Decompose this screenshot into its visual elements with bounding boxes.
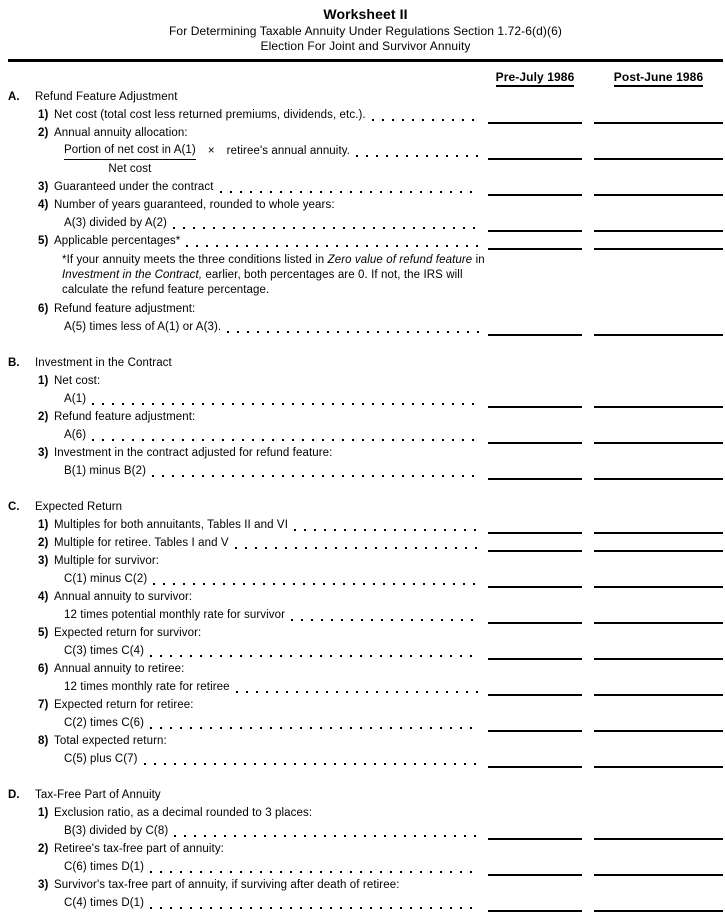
sub-expression-label: 12 times potential monthly rate for survivor [64, 609, 286, 621]
worksheet-item-row [8, 444, 723, 462]
section-letter: C. [8, 501, 20, 513]
column-header-post-june [594, 70, 723, 84]
section-header [8, 786, 723, 804]
section-header [8, 498, 723, 516]
sub-expression-label: C(6) times D(1) [64, 861, 145, 873]
entry-line-post-june-1986[interactable] [594, 678, 723, 696]
worksheet-sub-row [8, 570, 723, 588]
entry-line-pre-july-1986[interactable] [488, 678, 582, 696]
worksheet-sub-row [8, 462, 723, 480]
header-rule [8, 59, 723, 62]
item-number: 1) [38, 109, 49, 121]
section-title: Expected Return [35, 501, 123, 513]
item-number: 4) [38, 591, 49, 603]
sub-expression-label: A(6) [64, 429, 87, 441]
dot-leader [220, 191, 480, 193]
item-label: Expected return for retiree: [54, 699, 194, 711]
item-label: Net cost (total cost less returned premiums, dividends, etc.). [54, 109, 366, 121]
entry-line-post-june-1986[interactable] [594, 822, 723, 840]
worksheet-item-row [8, 232, 723, 250]
item-label: Refund feature adjustment: [54, 303, 196, 315]
entry-line-post-june-1986[interactable] [594, 516, 723, 534]
entry-line-pre-july-1986[interactable] [488, 178, 582, 196]
worksheet-item-row [8, 408, 723, 426]
entry-line-pre-july-1986[interactable] [488, 516, 582, 534]
item-number: 2) [38, 843, 49, 855]
item-label: Exclusion ratio, as a decimal rounded to 3 places: [54, 807, 313, 819]
entry-line-post-june-1986[interactable] [594, 390, 723, 408]
item-number: 5) [38, 627, 49, 639]
item-label: Refund feature adjustment: [54, 411, 196, 423]
sub-expression-label: A(1) [64, 393, 87, 405]
entry-line-post-june-1986[interactable] [594, 570, 723, 588]
item-label: Total expected return: [54, 735, 167, 747]
item-label: Retiree's tax-free part of annuity: [54, 843, 224, 855]
item-number: 6) [38, 303, 49, 315]
worksheet-sub-row [8, 426, 723, 444]
entry-line-post-june-1986[interactable] [594, 142, 723, 160]
item-number: 5) [38, 235, 49, 247]
footnote-italic-text: Zero value of refund feature [327, 254, 473, 266]
worksheet-item-row [8, 588, 723, 606]
worksheet-item-row [8, 178, 723, 196]
section-header [8, 88, 723, 106]
fraction-numerator: Portion of net cost in A(1) [64, 142, 196, 160]
worksheet-item-row [8, 300, 723, 318]
sub-expression-label: C(3) times C(4) [64, 645, 145, 657]
dot-leader [372, 119, 480, 121]
sub-expression-label: C(1) minus C(2) [64, 573, 148, 585]
sub-expression-label: B(3) divided by C(8) [64, 825, 169, 837]
item-number: 3) [38, 181, 49, 193]
worksheet-item-row [8, 516, 723, 534]
worksheet-item-row [8, 696, 723, 714]
entry-line-post-june-1986[interactable] [594, 178, 723, 196]
entry-line-pre-july-1986[interactable] [488, 750, 582, 768]
entry-line-pre-july-1986[interactable] [488, 606, 582, 624]
dot-leader [153, 583, 480, 585]
footnote-line [62, 283, 486, 298]
footnote-line [62, 268, 486, 283]
entry-line-pre-july-1986[interactable] [488, 390, 582, 408]
dot-leader [152, 475, 480, 477]
worksheet-sub-row [8, 390, 723, 408]
footnote-text: in [472, 254, 485, 266]
dot-leader [150, 727, 480, 729]
section-b [8, 354, 723, 480]
section-c [8, 498, 723, 768]
worksheet-sub-row [8, 822, 723, 840]
worksheet-sub-row [8, 214, 723, 232]
entry-line-pre-july-1986[interactable] [488, 142, 582, 160]
section-letter: D. [8, 789, 20, 801]
entry-line-post-june-1986[interactable] [594, 642, 723, 660]
fraction-row [8, 142, 723, 178]
sub-expression-label: A(5) times less of A(1) or A(3). [64, 321, 222, 333]
dot-leader [236, 691, 480, 693]
item-label: Net cost: [54, 375, 101, 387]
worksheet-sub-row [8, 318, 723, 336]
entry-line-post-june-1986[interactable] [594, 534, 723, 552]
item-label: Guaranteed under the contract [54, 181, 214, 193]
dot-leader [144, 763, 480, 765]
item-label: Number of years guaranteed, rounded to whole years: [54, 199, 335, 211]
item-number: 2) [38, 537, 49, 549]
entry-line-pre-july-1986[interactable] [488, 858, 582, 876]
entry-line-post-june-1986[interactable] [594, 318, 723, 336]
footnote-italic-text: Investment in the Contract, [62, 269, 203, 281]
section-title: Tax-Free Part of Annuity [35, 789, 161, 801]
dot-leader [150, 907, 480, 909]
column-headers [8, 67, 723, 84]
entry-line-pre-july-1986[interactable] [488, 426, 582, 444]
dot-leader [291, 619, 480, 621]
worksheet-sub-row [8, 714, 723, 732]
entry-line-pre-july-1986[interactable] [488, 232, 582, 250]
worksheet-item-row [8, 624, 723, 642]
worksheet-item-row [8, 840, 723, 858]
entry-line-pre-july-1986[interactable] [488, 642, 582, 660]
item-number: 3) [38, 879, 49, 891]
item-label: Multiple for survivor: [54, 555, 160, 567]
multiply-sign: × [207, 145, 215, 157]
item-number: 7) [38, 699, 49, 711]
item-label: Annual annuity to survivor: [54, 591, 193, 603]
sub-expression-label: B(1) minus B(2) [64, 465, 147, 477]
item-label: Multiple for retiree. Tables I and V [54, 537, 229, 549]
worksheet-item-row [8, 876, 723, 894]
dot-leader [174, 835, 480, 837]
item-number: 3) [38, 555, 49, 567]
section-header [8, 354, 723, 372]
dot-leader [235, 547, 480, 549]
item-number: 3) [38, 447, 49, 459]
item-number: 1) [38, 519, 49, 531]
section-letter: B. [8, 357, 20, 369]
worksheet-body [8, 88, 723, 912]
entry-line-post-june-1986[interactable] [594, 462, 723, 480]
item-label: Applicable percentages* [54, 235, 181, 247]
entry-line-pre-july-1986[interactable] [488, 214, 582, 232]
entry-line-post-june-1986[interactable] [594, 714, 723, 732]
worksheet-sub-row [8, 750, 723, 768]
entry-line-pre-july-1986[interactable] [488, 714, 582, 732]
entry-line-post-june-1986[interactable] [594, 426, 723, 444]
column-header-post-june-text: Post-June 1986 [614, 70, 703, 87]
page-title: Worksheet II [323, 6, 408, 22]
entry-line-pre-july-1986[interactable] [488, 822, 582, 840]
worksheet-item-row [8, 660, 723, 678]
entry-line-post-june-1986[interactable] [594, 106, 723, 124]
item-number: 1) [38, 807, 49, 819]
worksheet-item-row [8, 372, 723, 390]
dot-leader [356, 155, 480, 157]
item-label: Expected return for survivor: [54, 627, 202, 639]
item-label: Annual annuity allocation: [54, 127, 188, 139]
dot-leader [92, 403, 480, 405]
item-number: 6) [38, 663, 49, 675]
subtitle-line2: Election For Joint and Survivor Annuity [260, 39, 471, 53]
footnote-line [62, 253, 486, 268]
item-number: 8) [38, 735, 49, 747]
footnote [8, 253, 486, 298]
column-header-pre-july-text: Pre-July 1986 [496, 70, 575, 87]
section-title: Refund Feature Adjustment [35, 91, 178, 103]
item-number: 2) [38, 127, 49, 139]
entry-line-post-june-1986[interactable] [594, 232, 723, 250]
entry-line-post-june-1986[interactable] [594, 858, 723, 876]
entry-line-pre-july-1986[interactable] [488, 894, 582, 912]
sub-expression-label: C(4) times D(1) [64, 897, 145, 909]
entry-line-pre-july-1986[interactable] [488, 570, 582, 588]
worksheet-item-row [8, 552, 723, 570]
item-label: Survivor's tax-free part of annuity, if surviving after death of retiree: [54, 879, 400, 891]
entry-line-post-june-1986[interactable] [594, 894, 723, 912]
worksheet-item-row [8, 534, 723, 552]
footnote-text: *If your annuity meets the three conditions listed in [62, 254, 328, 266]
worksheet-sub-row [8, 678, 723, 696]
sub-expression-label: A(3) divided by A(2) [64, 217, 167, 229]
section-a [8, 88, 723, 336]
dot-leader [294, 529, 480, 531]
item-label: Investment in the contract adjusted for refund feature: [54, 447, 333, 459]
item-number: 2) [38, 411, 49, 423]
fraction [64, 142, 196, 178]
entry-line-pre-july-1986[interactable] [488, 318, 582, 336]
section-title: Investment in the Contract [35, 357, 172, 369]
item-label: Multiples for both annuitants, Tables II and VI [54, 519, 288, 531]
footnote-text: calculate the refund feature percentage. [62, 284, 270, 296]
entry-line-post-june-1986[interactable] [594, 214, 723, 232]
sub-expression-label: 12 times monthly rate for retiree [64, 681, 230, 693]
worksheet-item-row [8, 804, 723, 822]
section-letter: A. [8, 91, 20, 103]
fraction-multiplicand: retiree's annual annuity. [226, 145, 351, 157]
footnote-text: earlier, both percentages are 0. If not, the IRS will [202, 269, 463, 281]
item-number: 1) [38, 375, 49, 387]
worksheet-sub-row [8, 858, 723, 876]
entry-line-pre-july-1986[interactable] [488, 106, 582, 124]
entry-line-pre-july-1986[interactable] [488, 534, 582, 552]
section-d [8, 786, 723, 912]
dot-leader [186, 245, 480, 247]
dot-leader [92, 439, 480, 441]
subtitle-line1: For Determining Taxable Annuity Under Regulations Section 1.72-6(d)(6) [169, 24, 562, 38]
dot-leader [150, 871, 480, 873]
item-label: Annual annuity to retiree: [54, 663, 185, 675]
item-number: 4) [38, 199, 49, 211]
dot-leader [150, 655, 480, 657]
worksheet-item-row [8, 106, 723, 124]
worksheet-sub-row [8, 642, 723, 660]
entry-line-pre-july-1986[interactable] [488, 462, 582, 480]
entry-line-post-june-1986[interactable] [594, 750, 723, 768]
worksheet-item-row [8, 732, 723, 750]
fraction-denominator: Net cost [108, 163, 152, 175]
entry-line-post-june-1986[interactable] [594, 606, 723, 624]
sub-expression-label: C(2) times C(6) [64, 717, 145, 729]
worksheet-item-row [8, 124, 723, 142]
dot-leader [173, 227, 480, 229]
worksheet-sub-row [8, 606, 723, 624]
sub-expression-label: C(5) plus C(7) [64, 753, 138, 765]
worksheet-item-row [8, 196, 723, 214]
worksheet-sub-row [8, 894, 723, 912]
dot-leader [227, 331, 480, 333]
column-header-pre-july [488, 70, 582, 84]
